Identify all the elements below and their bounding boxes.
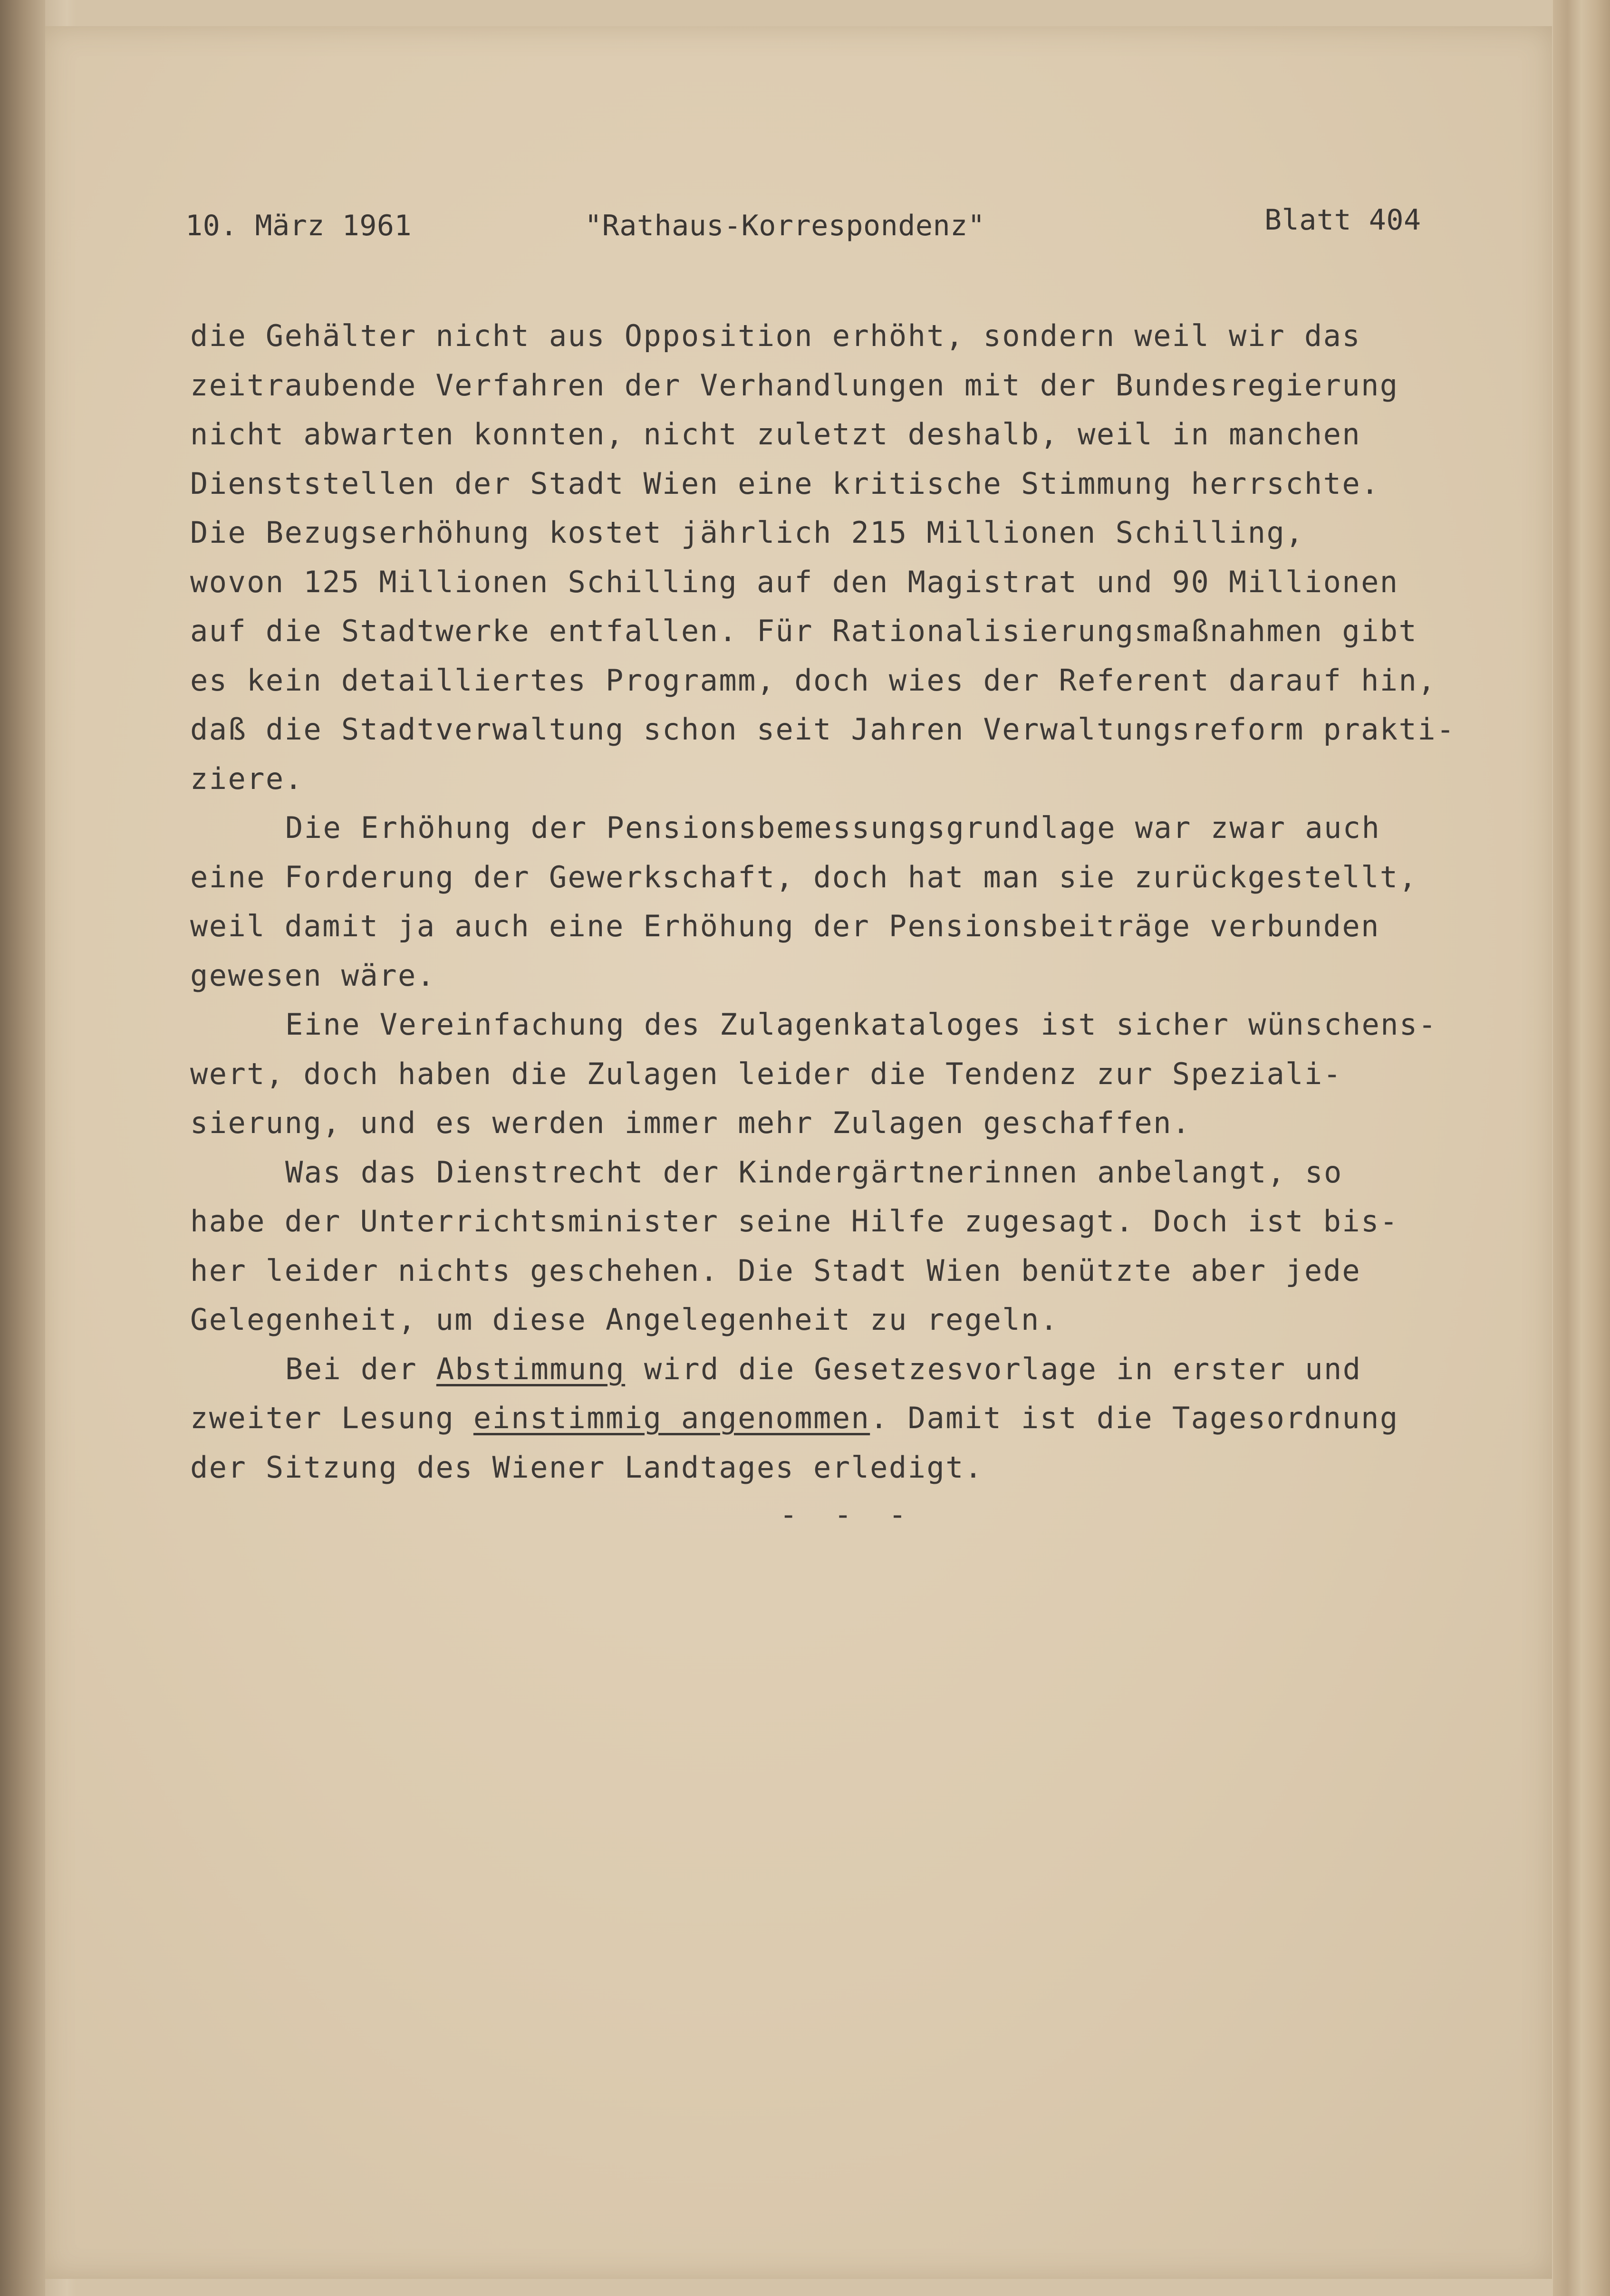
text-line: nicht abwarten konnten, nicht zuletzt deshalb, weil in manchen — [190, 417, 1361, 452]
vote-line-1-prefix: Bei der — [285, 1351, 436, 1386]
page-stack-edge — [1553, 0, 1610, 2296]
end-mark: - - - — [780, 1497, 916, 1532]
vote-line-1 — [190, 1345, 1502, 1394]
vote-line-1-suffix: wird die Gesetzesvorlage in erster und — [625, 1351, 1362, 1386]
text-line: her leider nichts geschehen. Die Stadt Wien benützte aber jede — [190, 1253, 1361, 1288]
text-line: ziere. — [190, 761, 304, 796]
header-sheet-number: Blatt 404 — [1264, 203, 1421, 237]
text-line-paragraph-start: Eine Vereinfachung des Zulagenkataloges ist sicher wünschens- — [285, 1007, 1437, 1042]
text-line: auf die Stadtwerke entfallen. Für Rationalisierungsmaßnahmen gibt — [190, 614, 1418, 648]
header-publication: "Rathaus-Korrespondenz" — [585, 209, 985, 242]
vote-line-2 — [190, 1393, 1502, 1443]
facing-page-edge — [0, 0, 45, 2296]
text-line: Dienststellen der Stadt Wien eine kritische Stimmung herrschte. — [190, 466, 1380, 501]
vote-line-2-prefix: zweiter Lesung — [190, 1401, 473, 1435]
text-line: wovon 125 Millionen Schilling auf den Magistrat und 90 Millionen — [190, 564, 1399, 599]
text-line: eine Forderung der Gewerkschaft, doch hat man sie zurückgestellt, — [190, 859, 1418, 894]
text-line: gewesen wäre. — [190, 958, 436, 993]
text-line: weil damit ja auch eine Erhöhung der Pensionsbeiträge verbunden — [190, 909, 1380, 943]
body-text — [190, 311, 1502, 1492]
header-date: 10. März 1961 — [185, 209, 412, 242]
underlined-abstimmung: Abstimmung — [436, 1351, 626, 1386]
vote-line-2-suffix: . Damit ist die Tagesordnung — [870, 1401, 1399, 1435]
text-line: sierung, und es werden immer mehr Zulagen geschaffen. — [190, 1105, 1191, 1140]
vote-line-3: der Sitzung des Wiener Landtages erledigt. — [190, 1450, 983, 1485]
text-line: Die Bezugserhöhung kostet jährlich 215 Millionen Schilling, — [190, 515, 1304, 550]
underlined-einstimmig-angenommen: einstimmig angenommen — [473, 1401, 870, 1435]
text-line-paragraph-start: Was das Dienstrecht der Kindergärtnerinnen anbelangt, so — [285, 1154, 1343, 1190]
text-line: daß die Stadtverwaltung schon seit Jahren Verwaltungsreform prakti- — [190, 712, 1456, 747]
text-line: wert, doch haben die Zulagen leider die Tendenz zur Speziali- — [190, 1056, 1342, 1091]
text-line: zeitraubende Verfahren der Verhandlungen mit der Bundesregierung — [190, 367, 1399, 403]
text-line: habe der Unterrichtsminister seine Hilfe zugesagt. Doch ist bis- — [190, 1204, 1399, 1239]
text-line: die Gehälter nicht aus Opposition erhöht, sondern weil wir das — [190, 318, 1361, 353]
text-line: es kein detailliertes Programm, doch wies der Referent darauf hin, — [190, 663, 1436, 698]
text-line: Gelegenheit, um diese Angelegenheit zu regeln. — [190, 1302, 1059, 1337]
text-line-paragraph-start: Die Erhöhung der Pensionsbemessungsgrundlage war zwar auch — [285, 810, 1381, 845]
page-header — [143, 203, 1421, 261]
